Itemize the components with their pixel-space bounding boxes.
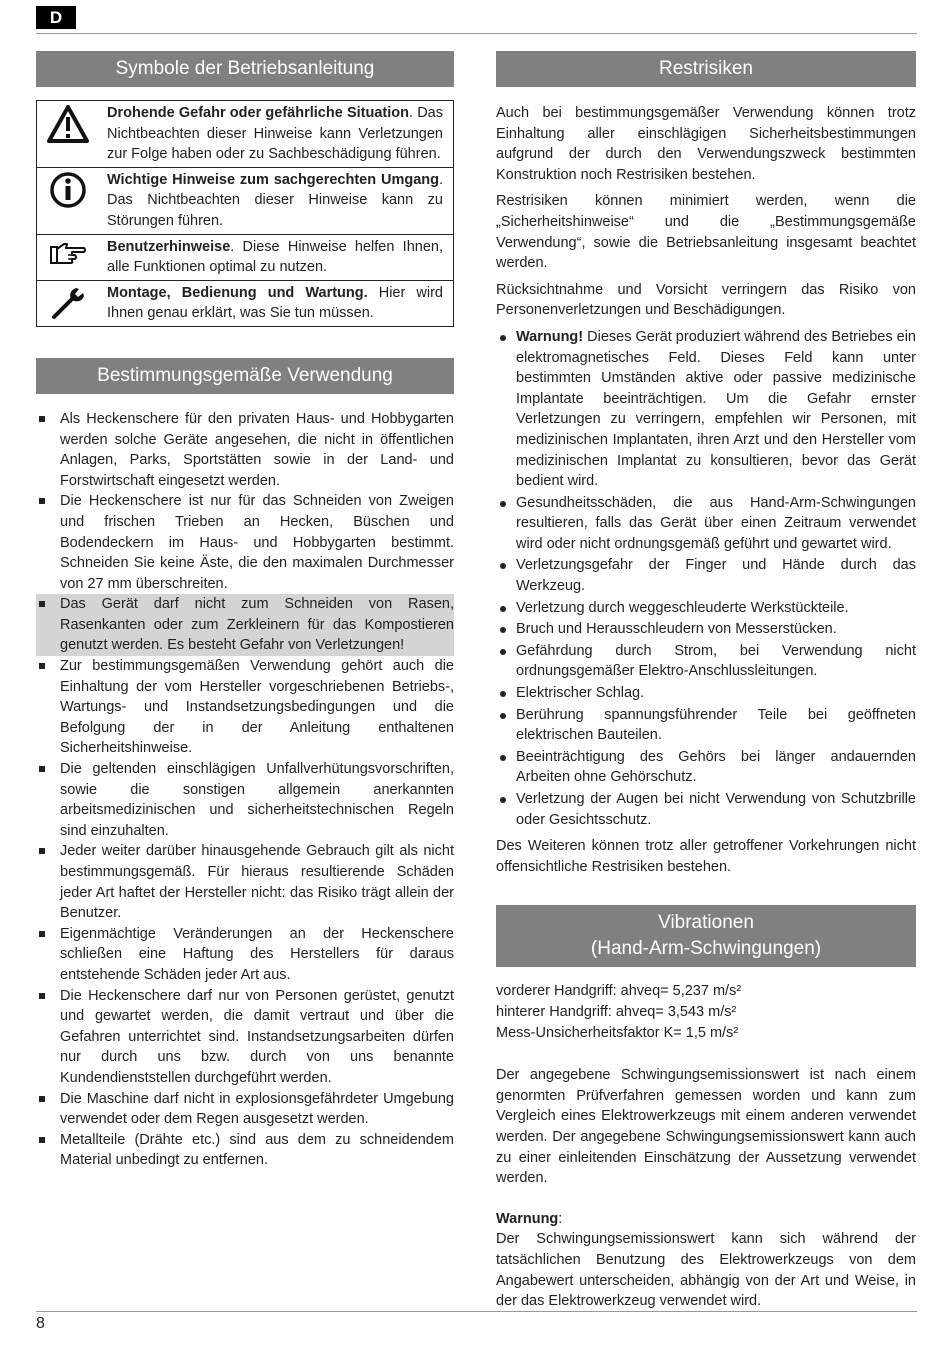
- symbol-row-user-hint: [37, 235, 453, 281]
- list-item: Berührung spannungsführender Teile bei geöffneten elektrischen Bauteilen.: [496, 705, 916, 746]
- list-item: Die geltenden einschlägigen Unfallverhütungsvorschriften, sowie die sonstigen allgemein anerkannten arbeitsmedizinischen und sicherheitstechnischen Regeln sind einzuhalten.: [36, 759, 454, 841]
- list-item: Die Maschine darf nicht in explosionsgefährdeter Umgebung verwendet oder dem Regen ausgesetzt werden.: [36, 1089, 454, 1130]
- risks-heading: Restrisiken: [496, 51, 916, 87]
- list-item: Gesundheitsschäden, die aus Hand-Arm-Schwingungen resultieren, falls das Gerät über einen Zeitraum verwendet wird oder nicht ordnungsgemäß geführt und gewartet wird.: [496, 493, 916, 555]
- symbol-row-info: [37, 168, 453, 235]
- symbols-table: [36, 100, 454, 327]
- symbol-row-maintenance: [37, 281, 453, 326]
- vibration-warning-text: Der Schwingungsemissionswert kann sich während der tatsächlichen Benutzung des Elektrowerkzeugs von dem Angabewert unterscheiden, abhängig von der Art und Weise, in der das Elektrowerkzeug verwendet wird.: [496, 1231, 916, 1310]
- symbols-heading: Symbole der Betriebsanleitung: [36, 51, 454, 87]
- list-item: Metallteile (Drähte etc.) sind aus dem zu schneidendem Material unbedingt zu entfernen.: [36, 1130, 454, 1171]
- list-item: Verletzung durch weggeschleuderte Werkstückteile.: [496, 598, 916, 619]
- risks-paragraph: Rücksichtnahme und Vorsicht verringern das Risiko von Personenverletzungen und Beschädigungen.: [496, 281, 916, 319]
- usage-heading: Bestimmungsgemäße Verwendung: [36, 358, 454, 394]
- wrench-icon: [37, 281, 99, 326]
- vibration-heading: [496, 905, 916, 967]
- symbol-text-maintenance: Montage, Bedienung und Wartung. Hier wird Ihnen genau erklärt, was Sie tun müssen.: [107, 284, 443, 322]
- list-item: Beeinträchtigung des Gehörs bei länger andauernden Arbeiten ohne Gehörschutz.: [496, 747, 916, 788]
- list-item: Die Heckenschere darf nur von Personen gerüstet, genutzt und gewartet werden, die damit vertraut und über die Gefahren unterrichtet sind. Instandsetzungsarbeiten dürfen nur durch uns bzw. durch von uns benannte Kundendienststellen durchgeführt werden.: [36, 986, 454, 1089]
- list-item: Als Heckenschere für den privaten Haus- und Hobbygarten werden solche Geräte angesehen, die nicht in öffentlichen Anlagen, Parks, Sportstätten sowie in der Land- und Forstwirtschaft eingesetzt werden.: [36, 409, 454, 491]
- vibration-warning-label: Warnung:: [496, 1210, 563, 1227]
- symbol-text-danger: Drohende Gefahr oder gefährliche Situation. Das Nichtbeachten dieser Hinweise kann Verletzungen zur Folge haben oder zu Sachbeschädigung führen.: [107, 105, 443, 163]
- list-item: Jeder weiter darüber hinausgehende Gebrauch gilt als nicht bestimmungsgemäß. Für hieraus resultierende Schäden jeder Art haftet der Hersteller nicht: das Risiko trägt allein der Benutzer.: [36, 841, 454, 923]
- bottom-divider: [36, 1311, 917, 1312]
- vibration-heading-line2: (Hand-Arm-Schwingungen): [590, 938, 822, 960]
- page-number: 8: [36, 1315, 45, 1332]
- vibration-heading-line1: Vibrationen: [658, 912, 754, 934]
- right-column: [496, 51, 916, 1312]
- risks-paragraph: Auch bei bestimmungsgemäßer Verwendung können trotz Einhaltung aller einschlägigen Sicherheitsbestimmungen aufgrund der durch den Verwendungszweck bestimmten Konstruktion noch Restrisiken bestehen.: [496, 105, 916, 183]
- list-item: Verletzungsgefahr der Finger und Hände durch das Werkzeug.: [496, 555, 916, 596]
- info-icon: [37, 168, 99, 234]
- list-item: Die Heckenschere ist nur für das Schneiden von Zweigen und frischen Trieben an Hecken, Büschen und Bodendeckern im Haus- und Hobbygarten bestimmt. Schneiden Sie keine Äste, die den maximalen Durchmesser von 27 mm überschreiten.: [36, 491, 454, 594]
- risks-paragraph: Restrisiken können minimiert werden, wenn die „Sicherheitshinweise“ und die „Bestimmungsgemäße Verwendung“, sowie die Betriebsanleitung insgesamt beachtet werden.: [496, 193, 916, 272]
- vibration-value: hinterer Handgriff: ahveq= 3,543 m/s²: [496, 1003, 737, 1020]
- vibration-value: vorderer Handgriff: ahveq= 5,237 m/s²: [496, 983, 742, 1000]
- language-badge: D: [36, 6, 76, 29]
- list-item: Gefährdung durch Strom, bei Verwendung nicht ordnungsgemäßer Elektro-Anschlussleitungen.: [496, 641, 916, 682]
- risks-list: [496, 327, 916, 830]
- list-item: Zur bestimmungsgemäßen Verwendung gehört auch die Einhaltung der vom Hersteller vorgeschriebenen Betriebs-, Wartungs- und Instandsetzungsbedingungen und die Befolgung der in der Anleitung enthaltenen Sicherheitshinweise.: [36, 656, 454, 759]
- symbol-text-info: Wichtige Hinweise zum sachgerechten Umgang. Das Nichtbeachten dieser Hinweise kann zu Störungen führen.: [107, 171, 443, 229]
- vibration-paragraph: Der angegebene Schwingungsemissionswert ist nach einem genormten Prüfverfahren gemessen worden und kann zum Vergleich eines Elektrowerkzeugs mit einem anderen verwendet werden. Der angegebene Schwingungsemissionswert kann auch zu einer einleitenden Einschätzung der Aussetzung verwendet werden.: [496, 1067, 916, 1187]
- warning-triangle-icon: [37, 101, 99, 167]
- symbol-text-user-hint: Benutzerhinweise. Diese Hinweise helfen Ihnen, alle Funktionen optimal zu nutzen.: [107, 238, 443, 276]
- vibration-value: Mess-Unsicherheitsfaktor K= 1,5 m/s²: [496, 1024, 739, 1041]
- top-divider: [36, 33, 917, 34]
- pointing-hand-icon: [37, 235, 99, 280]
- list-item: Eigenmächtige Veränderungen an der Heckenschere schließen eine Haftung des Herstellers für daraus entstehende Schäden jeder Art aus.: [36, 924, 454, 986]
- list-item-warning: Warnung! Dieses Gerät produziert während des Betriebes ein elektromagnetisches Feld. Dieses Feld kann unter bestimmten Umständen aktive oder passive medizinische Implantate beeinträchtigen. Um die Gefahr ernster Verletzungen zu verringern, empfehlen wir Personen, mit medizinischen Implantaten, ihren Arzt und den Hersteller vom medizinischen Implantat zu konsultieren, bevor das Gerät bedient wird.: [496, 327, 916, 492]
- symbol-row-danger: [37, 101, 453, 168]
- list-item: Verletzung der Augen bei nicht Verwendung von Schutzbrille oder Gesichtsschutz.: [496, 789, 916, 830]
- list-item: Elektrischer Schlag.: [496, 683, 916, 704]
- risks-paragraph: Des Weiteren können trotz aller getroffener Vorkehrungen nicht offensichtliche Restrisiken bestehen.: [496, 838, 916, 875]
- list-item-highlighted: Das Gerät darf nicht zum Schneiden von Rasen, Rasenkanten oder zum Zerkleinern für das Kompostieren genutzt werden. Es besteht Gefahr von Verletzungen!: [36, 594, 454, 656]
- usage-list: [36, 409, 454, 1171]
- left-column: [36, 51, 454, 1171]
- list-item: Bruch und Herausschleudern von Messerstücken.: [496, 619, 916, 640]
